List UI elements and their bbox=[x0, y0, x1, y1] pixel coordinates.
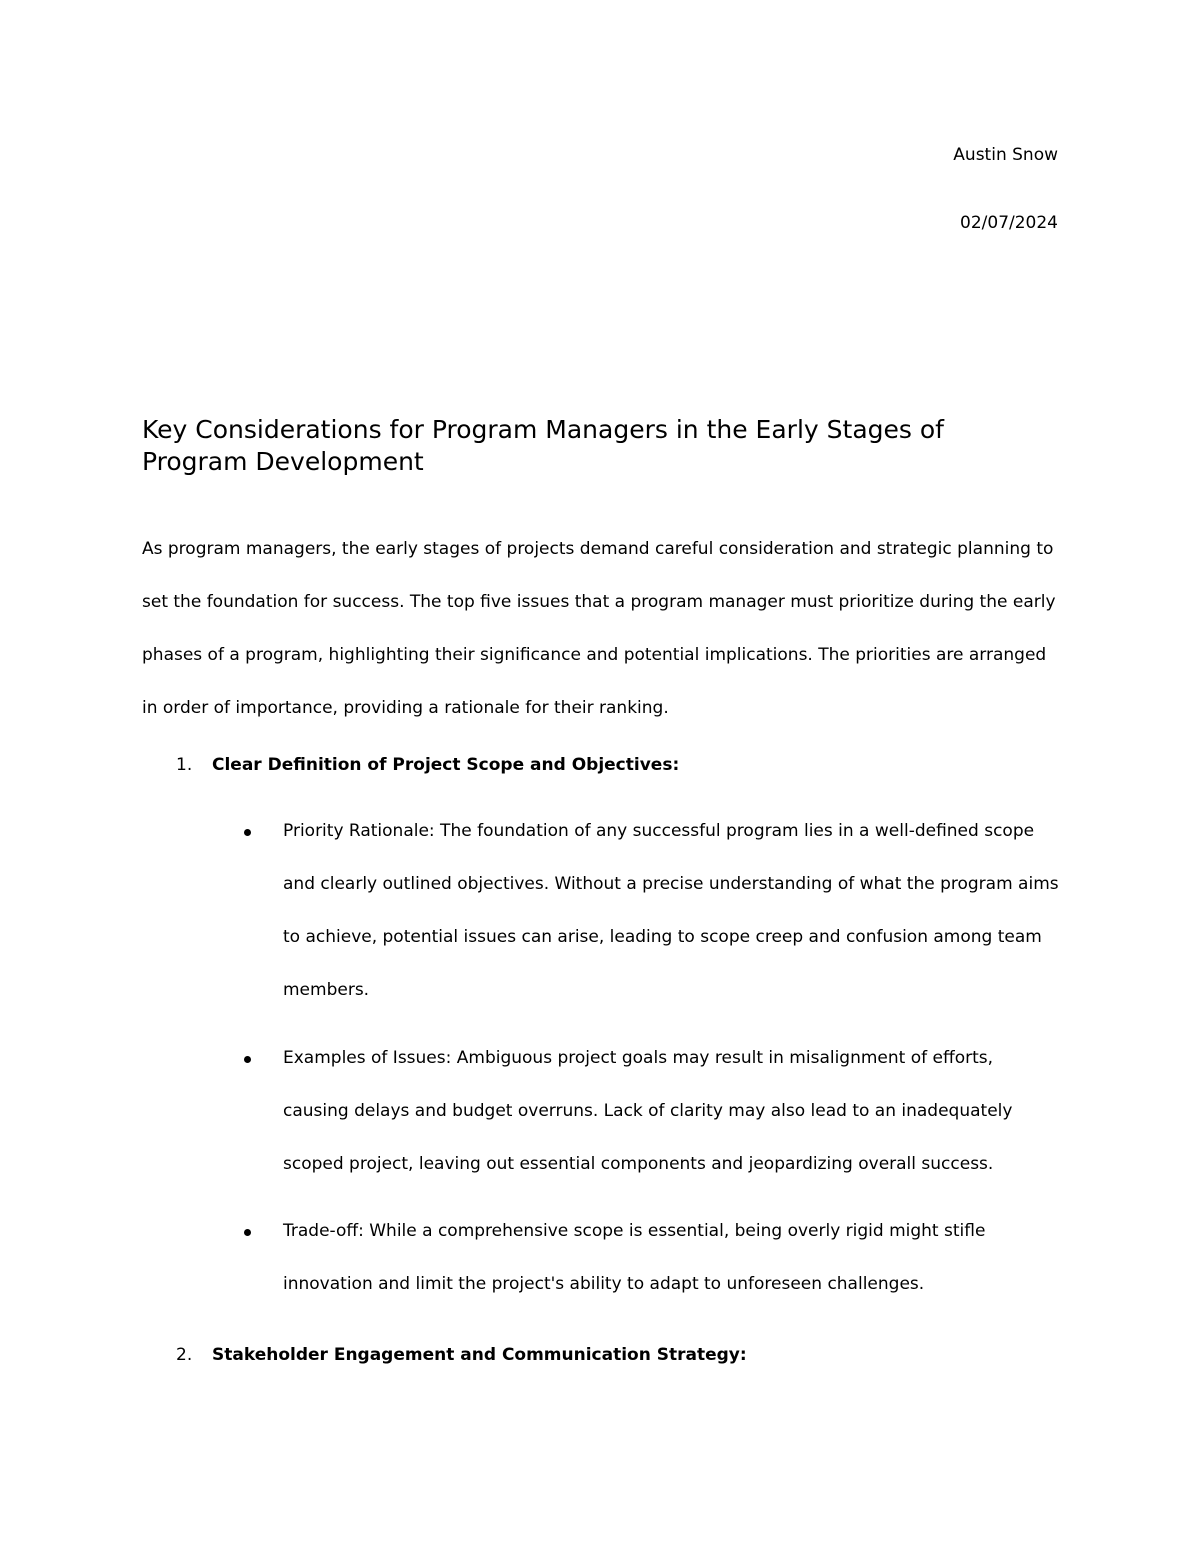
intro-paragraph: As program managers, the early stages of projects demand careful consideration and strategic planning to set the foundation for success. The top five issues that a program manager must prioritize during the early phases of a program, highlighting their significance and potential implications. The priorities are arranged in order of importance, providing a rationale for their ranking. bbox=[142, 539, 1056, 718]
section-number: 1. bbox=[176, 755, 193, 775]
document-title: Key Considerations for Program Managers in the Early Stages of Program Development bbox=[142, 415, 944, 476]
bullet-trade-off: Trade-off: While a comprehensive scope is essential, being overly rigid might stifle innovation and limit the project's ability to adapt to unforeseen challenges. bbox=[283, 1221, 986, 1294]
section-heading-1 bbox=[176, 752, 679, 778]
bullet-icon bbox=[244, 1229, 251, 1236]
document-date: 02/07/2024 bbox=[960, 213, 1058, 233]
bullet-priority-rationale: Priority Rationale: The foundation of any successful program lies in a well-defined scope and clearly outlined objectives. Without a precise understanding of what the program aims to achieve, potential issues can arise, leading to scope creep and confusion among team members. bbox=[283, 821, 1059, 1000]
bullet-examples-of-issues: Examples of Issues: Ambiguous project goals may result in misalignment of efforts, causing delays and budget overruns. Lack of clarity may also lead to an inadequately scoped project, leaving out essential components and jeopardizing overall success. bbox=[283, 1048, 1013, 1174]
author-name: Austin Snow bbox=[953, 145, 1058, 165]
bullet-icon bbox=[244, 829, 251, 836]
bullet-icon bbox=[244, 1056, 251, 1063]
section-heading-text: Stakeholder Engagement and Communication Strategy: bbox=[212, 1345, 747, 1365]
section-number: 2. bbox=[176, 1345, 193, 1365]
section-heading-text: Clear Definition of Project Scope and Objectives: bbox=[212, 755, 680, 775]
section-heading-2 bbox=[176, 1342, 747, 1368]
